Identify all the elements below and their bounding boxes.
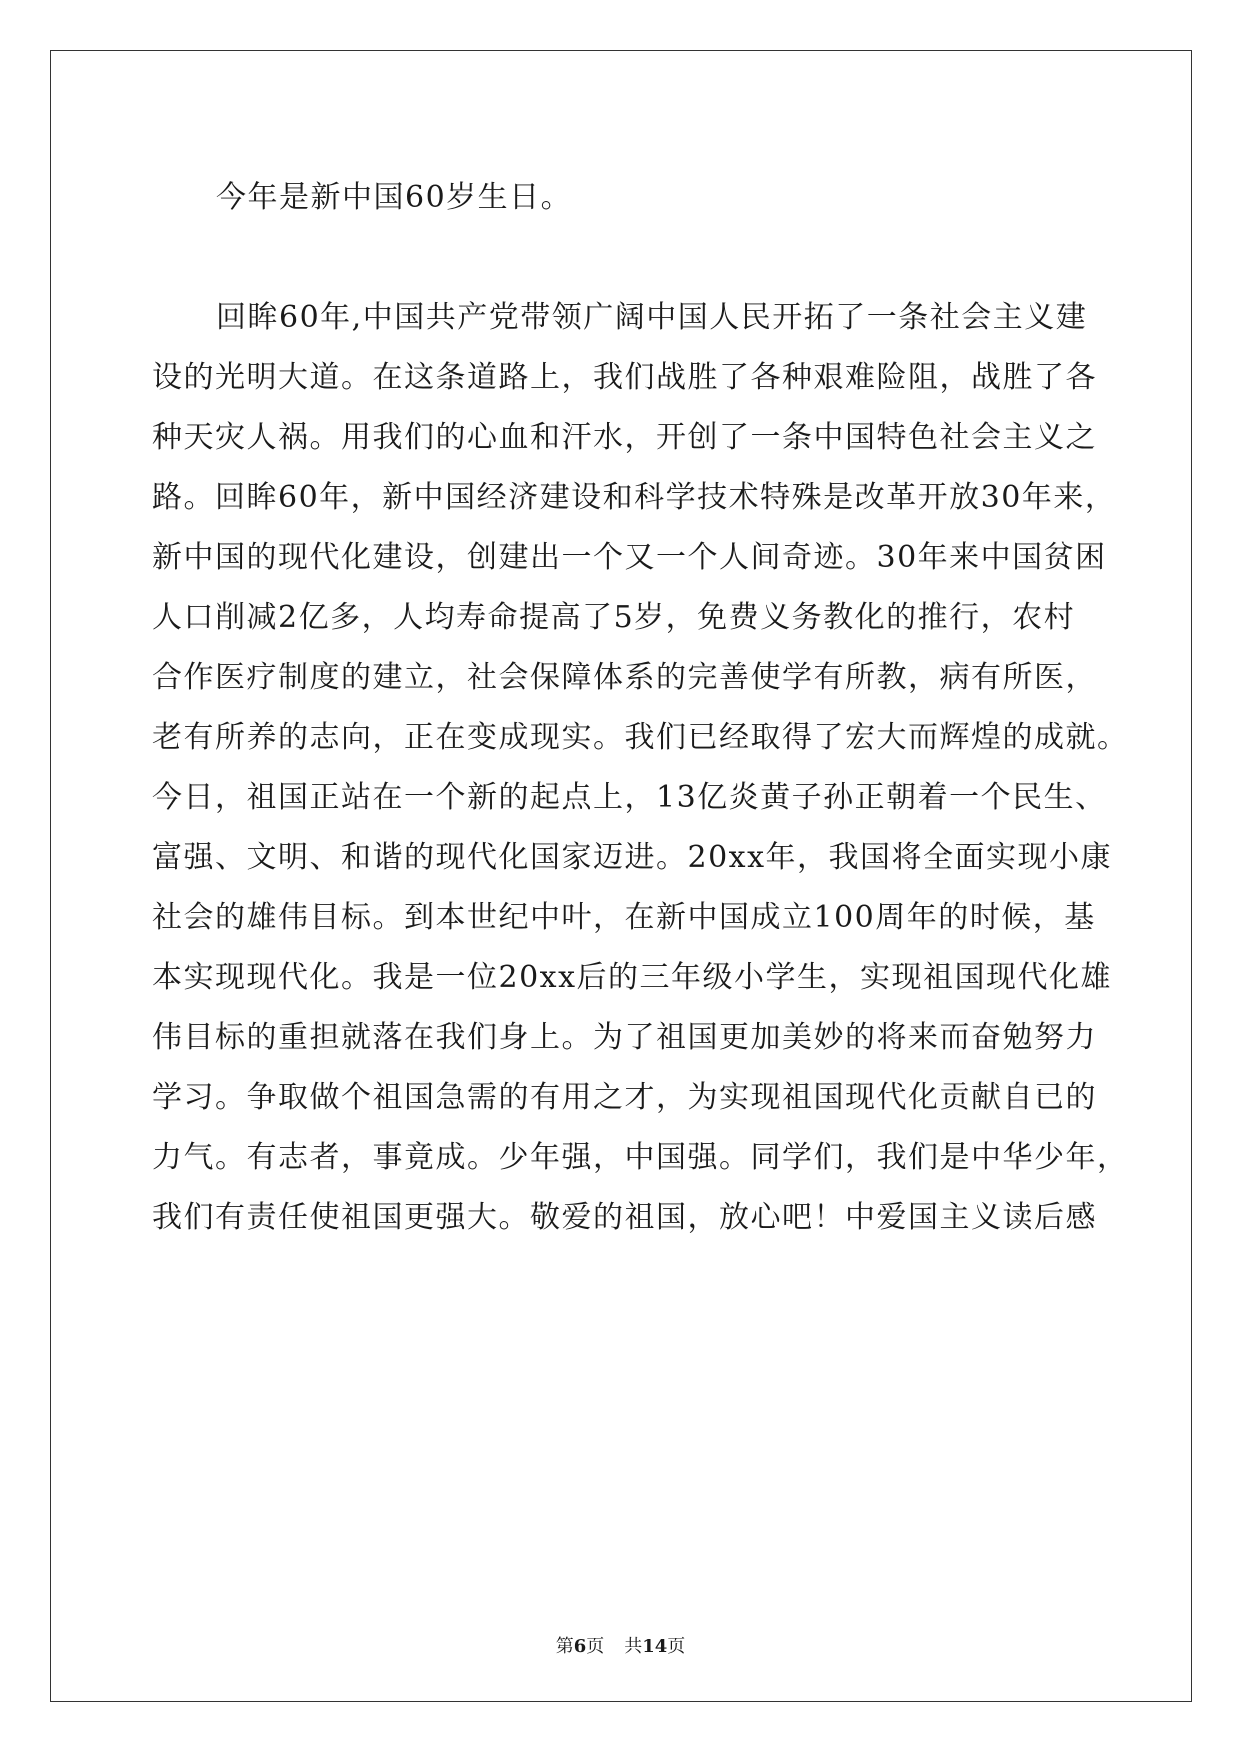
paragraph-2-line-6: 人口削减2亿多，人均寿命提高了5岁，免费义务教化的推行，农村	[152, 600, 1076, 635]
document-body	[152, 168, 1129, 1248]
paragraph-2-line-1: 回眸60年,中国共产党带领广阔中国人民开拓了一条社会主义建	[216, 300, 1088, 335]
paragraph-2-line-15: 力气。有志者，事竟成。少年强，中国强。同学们，我们是中华少年，	[152, 1140, 1129, 1175]
paragraph-1: 今年是新中国60岁生日。	[216, 180, 573, 215]
footer-page-suffix: 页	[586, 1636, 605, 1657]
paragraph-2-line-5: 新中国的现代化建设，创建出一个又一个人间奇迹。30年来中国贫困	[152, 540, 1107, 575]
paragraph-2-line-2: 设的光明大道。在这条道路上，我们战胜了各种艰难险阻，战胜了各	[152, 360, 1097, 395]
footer-total-suffix: 页	[667, 1636, 686, 1657]
paragraph-2-line-16: 我们有责任使祖国更强大。敬爱的祖国，放心吧！中爱国主义读后感	[152, 1200, 1097, 1235]
paragraph-2-line-7: 合作医疗制度的建立，社会保障体系的完善使学有所教，病有所医，	[152, 660, 1097, 695]
footer-prefix: 第	[555, 1636, 574, 1657]
footer-total-prefix: 共	[624, 1636, 643, 1657]
footer-page-number: 6	[573, 1636, 587, 1657]
paragraph-2-line-12: 本实现现代化。我是一位20xx后的三年级小学生，实现祖国现代化雄	[152, 960, 1113, 995]
paragraph-2-line-8: 老有所养的志向，正在变成现实。我们已经取得了宏大而辉煌的成就。	[152, 720, 1129, 755]
paragraph-2-line-13: 伟目标的重担就落在我们身上。为了祖国更加美妙的将来而奋勉努力	[152, 1020, 1097, 1055]
paragraph-2-line-9: 今日，祖国正站在一个新的起点上，13亿炎黄子孙正朝着一个民生、	[152, 780, 1107, 815]
paragraph-2-line-3: 种天灾人祸。用我们的心血和汗水，开创了一条中国特色社会主义之	[152, 420, 1097, 455]
page-footer	[0, 1632, 1241, 1658]
paragraph-2-line-11: 社会的雄伟目标。到本世纪中叶，在新中国成立100周年的时候，基	[152, 900, 1096, 935]
paragraph-2-line-14: 学习。争取做个祖国急需的有用之才，为实现祖国现代化贡献自已的	[152, 1080, 1097, 1115]
paragraph-2-line-10: 富强、文明、和谐的现代化国家迈进。20xx年，我国将全面实现小康	[152, 840, 1113, 875]
footer-total-pages: 14	[642, 1636, 668, 1657]
paragraph-2-line-4: 路。回眸60年，新中国经济建设和科学技术特殊是改革开放30年来，	[152, 480, 1117, 515]
